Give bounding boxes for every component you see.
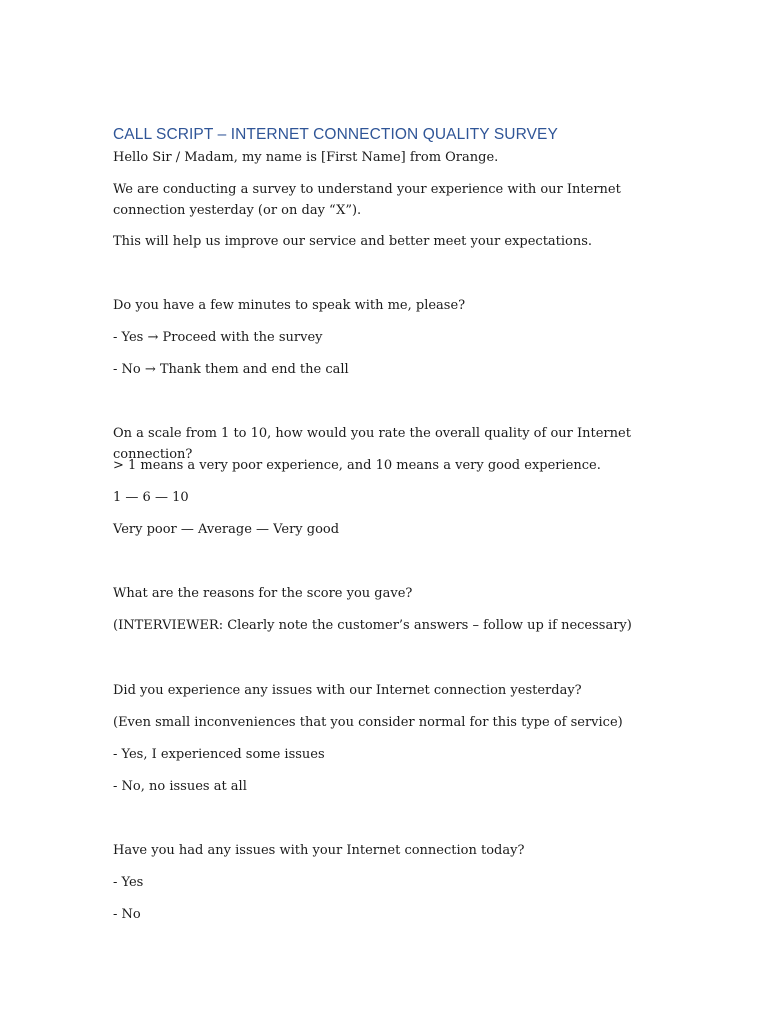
reasons-question: What are the reasons for the score you gave? (113, 586, 413, 601)
issues-yesterday-question: Did you experience any issues with our Internet connection yesterday? (113, 683, 582, 698)
rating-question: On a scale from 1 to 10, how would you rate the overall quality of our Internet connection? (113, 426, 631, 462)
greeting-line: Hello Sir / Madam, my name is [First Name] from Orange. (113, 150, 499, 165)
rating-explanation: > 1 means a very poor experience, and 10 means a very good experience. (113, 458, 601, 473)
rating-scale-labels: Very poor — Average — Very good (113, 522, 340, 537)
issues-today-option-yes: - Yes (113, 875, 144, 890)
survey-benefit: This will help us improve our service and better meet your expectations. (113, 234, 593, 249)
issues-today-question: Have you had any issues with your Internet connection today? (113, 843, 525, 858)
availability-question: Do you have a few minutes to speak with me, please? (113, 298, 466, 313)
issues-yesterday-option-yes: - Yes, I experienced some issues (113, 747, 325, 762)
survey-purpose: We are conducting a survey to understand your experience with our Internet connection yesterday (or on day “X”). (113, 182, 621, 218)
issues-today-option-no: - No (113, 907, 141, 922)
interviewer-note: (INTERVIEWER: Clearly note the customer’s answers – follow up if necessary) (113, 618, 632, 633)
document-title: CALL SCRIPT – INTERNET CONNECTION QUALITY SURVEY (113, 126, 558, 143)
issues-yesterday-option-no: - No, no issues at all (113, 779, 247, 794)
issues-yesterday-note: (Even small inconveniences that you consider normal for this type of service) (113, 715, 623, 730)
availability-option-yes: - Yes → Proceed with the survey (113, 330, 323, 345)
rating-scale-numbers: 1 — 6 — 10 (113, 490, 189, 505)
availability-option-no: - No → Thank them and end the call (113, 362, 349, 377)
